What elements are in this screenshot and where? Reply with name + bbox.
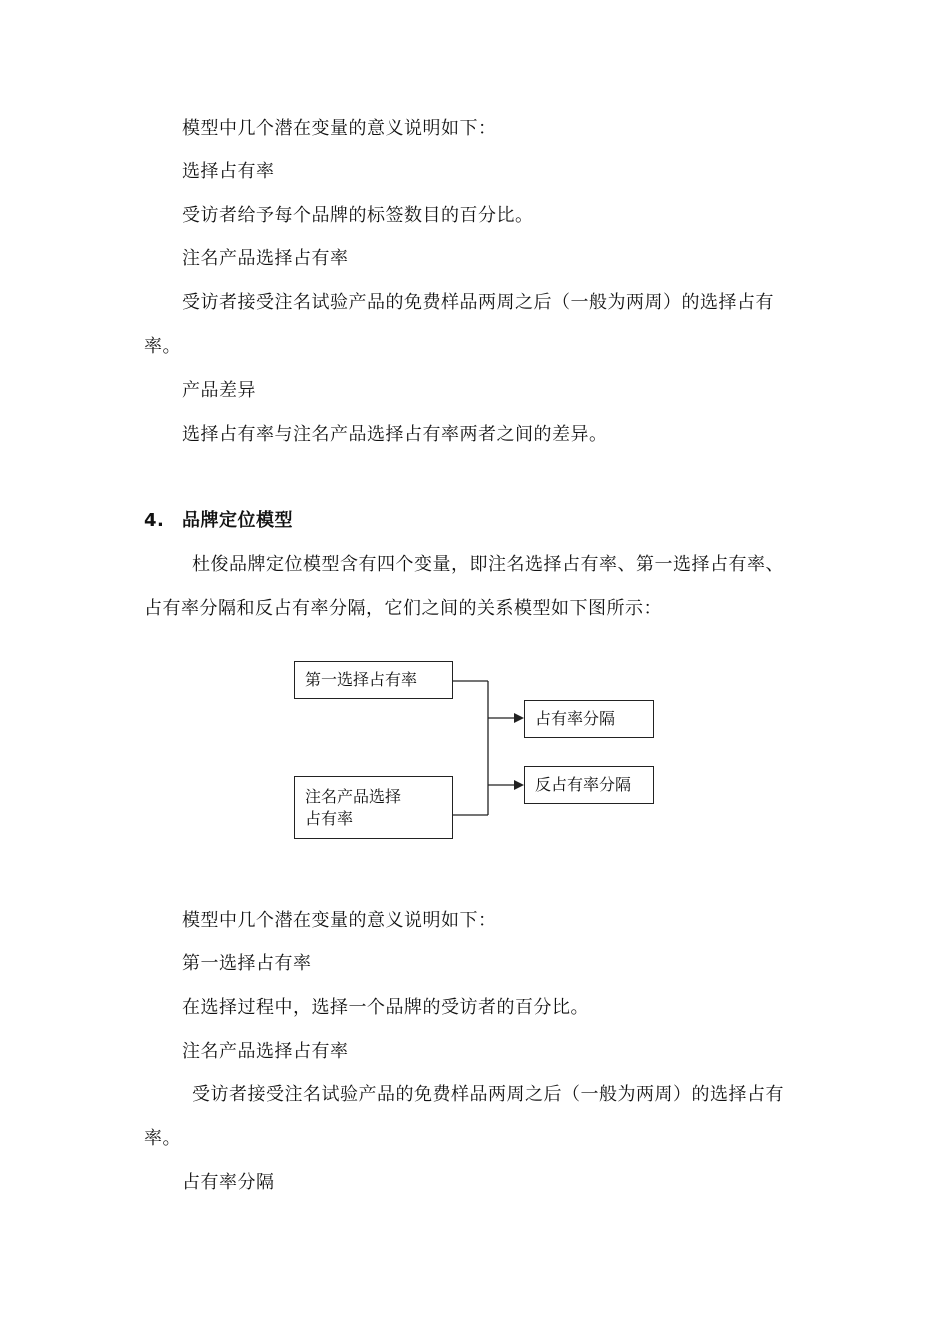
sec1-def-named-share-line1: 受访者接受注名试验产品的免费样品两周之后（一般为两周）的选择占有 <box>182 292 774 313</box>
box-first-choice-share <box>294 661 453 699</box>
sec1-term-product-diff: 产品差异 <box>182 380 256 401</box>
box-named-product-share <box>294 776 453 839</box>
sec2-term-first-choice: 第一选择占有率 <box>182 953 312 974</box>
box-first-choice-share-label: 第一选择占有率 <box>305 670 418 689</box>
sec1-def-product-diff: 选择占有率与注名产品选择占有率两者之间的差异。 <box>182 424 608 445</box>
sec1-intro: 模型中几个潜在变量的意义说明如下： <box>182 118 497 139</box>
para-line-1: 杜俊品牌定位模型含有四个变量，即注名选择占有率、第一选择占有率、 <box>192 554 784 575</box>
box-named-product-share-label-2: 占有率 <box>305 808 354 828</box>
arrow-to-share-sep <box>514 713 524 723</box>
box-share-separation <box>524 700 654 738</box>
box-share-separation-label: 占有率分隔 <box>535 709 616 728</box>
sec2-def-named-share-line2: 率。 <box>144 1128 181 1149</box>
arrow-to-anti-share-sep <box>514 780 524 790</box>
sec1-term-choice-share: 选择占有率 <box>182 161 275 182</box>
sec2-term-share-sep: 占有率分隔 <box>182 1172 275 1193</box>
sec2-def-named-share-line1: 受访者接受注名试验产品的免费样品两周之后（一般为两周）的选择占有 <box>192 1084 784 1105</box>
para-line-2: 占有率分隔和反占有率分隔，它们之间的关系模型如下图所示： <box>144 598 662 619</box>
sec2-intro: 模型中几个潜在变量的意义说明如下： <box>182 910 497 931</box>
section-number: 4. <box>144 510 165 531</box>
section-title: 品牌定位模型 <box>182 510 293 531</box>
sec1-term-named-share: 注名产品选择占有率 <box>182 248 349 269</box>
box-anti-share-separation-label: 反占有率分隔 <box>535 775 632 794</box>
sec1-def-named-share-line2: 率。 <box>144 336 181 357</box>
sec2-def-first-choice: 在选择过程中，选择一个品牌的受访者的百分比。 <box>182 997 589 1018</box>
sec2-term-named-share: 注名产品选择占有率 <box>182 1041 349 1062</box>
box-named-product-share-label-1: 注名产品选择 <box>305 786 402 806</box>
box-anti-share-separation <box>524 766 654 804</box>
sec1-def-choice-share: 受访者给予每个品牌的标签数目的百分比。 <box>182 205 534 226</box>
